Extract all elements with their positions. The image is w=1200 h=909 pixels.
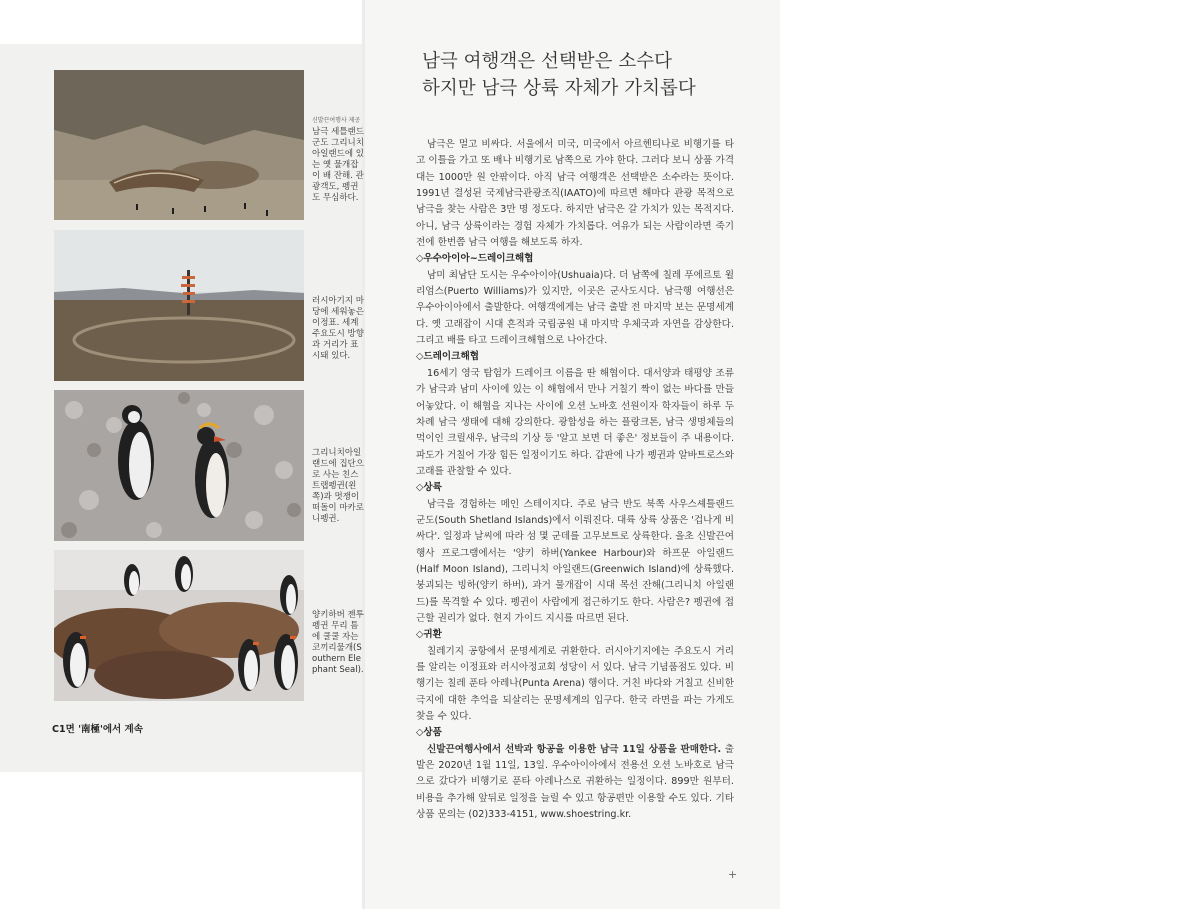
photo-caption <box>312 610 364 676</box>
caption-text: 그리니치아일랜드에 집단으로 사는 친스트랩펭귄(왼쪽)과 멋쟁이 떠돌이 마카로니펭귄. <box>312 448 364 524</box>
paragraph-product <box>416 742 734 824</box>
photo-caption <box>312 116 364 204</box>
photo-signpost <box>54 230 304 381</box>
subheading-return: ◇귀환 <box>416 629 442 641</box>
paragraph-return: 칠레기지 공항에서 문명세계로 귀환한다. 러시아기지에는 주요도시 거리를 알리는 이정표와 러시아정교회 성당이 서 있다. 남극 기념품점도 있다. 비행기는 칠레 푼타 아레나(Punta Arena) 행이다. 거친 바다와 거칠고 신비한 극지에 대한 추억을 되살리는 문명세계의 입구다. 한국 라면을 파는 가게도 찾을 수 있다. <box>416 645 734 723</box>
product-highlight: 신발끈여행사에서 선박과 항공을 이용한 남극 11일 상품을 판매한다. <box>427 743 722 755</box>
paragraph-drake: 16세기 영국 탐험가 드레이크 이름을 딴 해협이다. 대서양과 태평양 조류가 남극과 남미 사이에 있는 이 해협에서 만나 거칠기 짝이 없는 바다를 만들어놓았다. 이 해협을 지나는 사이에 오션 노바호 선원이자 학자들이 하루 두 차례 남극 생태에 대해 강의한다. 광합성을 하는 플랑크톤, 남극 생명체들의 먹이인 크릴새우, 남극의 기상 등 '알고 보면 더 좋은' 정보들이 주 내용이다. 파도가 거칠어 가장 힘든 일정이기도 하다. 갑판에 나가 펭귄과 알바트로스와 고래를 관찰할 수 있다. <box>416 367 734 477</box>
photo-penguins-seals <box>54 550 304 701</box>
paragraph-ushuaia: 남미 최남단 도시는 우수아이아(Ushuaia)다. 더 남쪽에 칠레 푸에르토 윌리엄스(Puerto Williams)가 있지만, 이곳은 군사도시다. 남극행 여행선은 우수아이아에서 출발한다. 여행객에게는 남극 출발 전 마지막 보는 문명세계다. 옛 고래잡이 시대 흔적과 국립공원 내 마지막 우체국과 자연을 감상한다. 그리고 배를 타고 드레이크해협으로 나아간다. <box>416 269 734 347</box>
subheading-landing: ◇상륙 <box>416 482 442 494</box>
product-details: 출발은 2020년 1월 11일, 13일. 우수아이아에서 전용선 오션 노바호로 남극으로 갔다가 비행기로 푼타 아레나스로 귀환하는 일정이다. 899만 원부터. 비용을 추가해 앞뒤로 일정을 늘릴 수 있고 항공편만 이용할 수도 있다. 기타 상품 문의는 (02)333-4151, www.shoestring.kr. <box>416 743 734 821</box>
caption-text: 남극 세틀랜드군도 그리니치아일랜드에 있는 옛 물개잡이 배 잔해. 관광객도, 펭귄도 무심하다. <box>312 127 364 203</box>
article-body <box>416 137 734 823</box>
photo-penguins-pebbles <box>54 390 304 541</box>
photo-boat-wreck <box>54 70 304 220</box>
article-headline <box>422 48 772 102</box>
subheading-ushuaia: ◇우수아이아~드레이크해협 <box>416 253 534 265</box>
caption-text: 양키하버 젠투펭귄 무리 틈에 쿨쿨 자는 코끼리물개(Southern Elephant Seal). <box>312 610 364 675</box>
subheading-product: ◇상품 <box>416 727 442 739</box>
headline-line-2: 하지만 남극 상륙 자체가 가치롭다 <box>422 78 696 99</box>
paragraph-landing: 남극을 경험하는 메인 스테이지다. 주로 남극 반도 북쪽 사우스셰틀랜드 군도(South Shetland Islands)에서 이뤄진다. 대륙 상륙 상품은 '겁나게 비싸다'. 일정과 날씨에 따라 섬 몇 군데를 고무보트로 상륙한다. 올초 신발끈여행사 프로그램에서는 '양키 하버(Yankee Harbour)와 하프문 아일랜드(Half Moon Island), 그리니치 아일랜드(Greenwich Island)에 상륙했다. 붕괴되는 빙하(양키 하버), 과거 물개잡이 시대 목선 잔해(그리니치 아일랜드)를 목격할 수 있다. 펭귄이 사람에게 접근하기도 한다. 사람은? 펭귄에 접근할 권리가 없다. 현지 가이드 지시를 따르면 된다. <box>416 498 734 624</box>
caption-text: 러시아기지 마당에 세워놓은 이정표. 세계 주요도시 방향과 거리가 표시돼 있다. <box>312 296 364 361</box>
headline-line-1: 남극 여행객은 선택받은 소수다 <box>422 51 672 72</box>
subheading-drake: ◇드레이크해협 <box>416 351 479 363</box>
photo-credit: 신발끈여행사 제공 <box>312 117 361 124</box>
paragraph-intro: 남극은 멀고 비싸다. 서울에서 미국, 미국에서 아르헨티나로 비행기를 타고 이틀을 가고 또 배나 비행기로 남쪽으로 가야 한다. 그러다 보니 상품 가격대는 1000만 원 안팎이다. 아직 남극 여행객은 선택받은 소수라는 뜻이다. 1991년 결성된 국제남극관광조직(IAATO)에 따르면 해마다 관광 목적으로 남극을 찾는 사람은 3만 명 정도다. 하지만 남극은 갈 가치가 있는 목적지다. 아니, 남극 상륙이라는 경험 자체가 가치롭다. 여유가 되는 사람이라면 죽기 전에 한번쯤 남극 여행을 해보도록 하자. <box>416 139 734 249</box>
registration-mark: + <box>728 868 738 881</box>
photo-caption <box>312 296 364 362</box>
photo-caption <box>312 448 364 525</box>
continued-from-note: C1면 '南極'에서 계속 <box>52 724 143 735</box>
